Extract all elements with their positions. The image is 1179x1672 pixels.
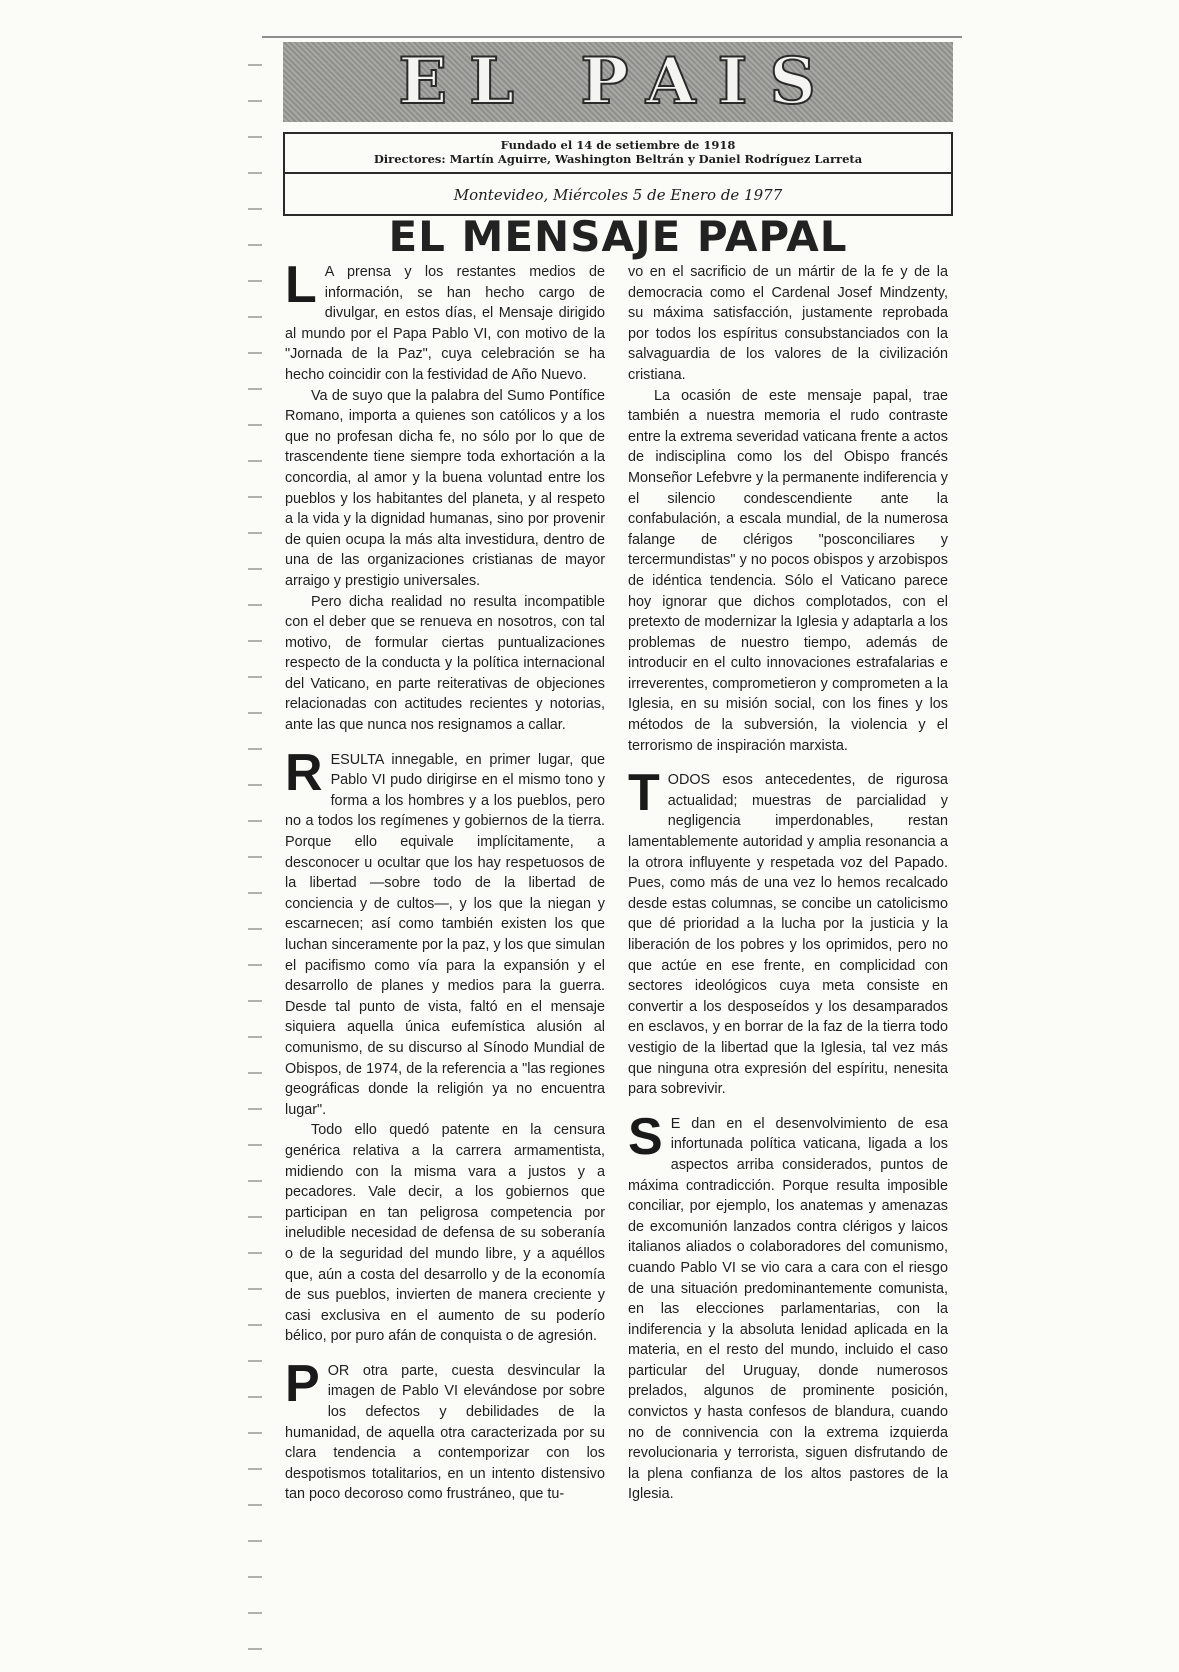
paragraph-text: OR otra parte, cuesta desvincular la imagen de Pablo VI elevándose por sobre los defectos y debilidades de la humanidad, de aquella otra caracterizada por su clara tendencia a contemporizar con los despotismos totalitarios, en un intento distensivo tan poco decoroso como frustráneo, que tu- [285, 1362, 605, 1503]
article-paragraph [628, 1107, 948, 1505]
drop-cap: R [285, 743, 323, 802]
paragraph-text: ESULTA innegable, en primer lugar, que Pablo VI pudo dirigirse en el mismo tono y forma a los hombres y a los pueblos, pero no a todos los regímenes y gobiernos de la tierra. Porque ello equivale implícitamente, a desconocer u ocultar que los hay respetuosos de la libertad —sobre todo de la libertad de conciencia y de cultos—, y los que la niegan y escarnecen; así como también existen los que luchan sinceramente por la paz, y los que simulan el pacifismo como vía para la expansión y el desarrollo de planes y medios para la guerra. Desde tal punto de vista, faltó en el mensaje siquiera aquella única eufemística alusión al comunismo, de su discurso al Sínodo Mundial de Obispos, de 1974, de la referencia a "las regiones geográficas donde la religión ya no encuentra lugar". [285, 751, 605, 1118]
article-section [285, 1354, 605, 1505]
paragraph-text: Todo ello quedó patente en la censura genérica relativa a la carrera armamentista, midiendo con la misma vara a justos y a pecadores. Vale decir, a los gobiernos que participan en tan peligrosa competencia por ineludible necesidad de defensa de su soberanía o de la seguridad del mundo libre, y a aquéllos que, aún a costa del desarrollo y de la economía de sus pueblos, invierten de manera creciente y casi exclusiva en el aumento de su poderío bélico, por puro afán de conquista o de agresión. [285, 1122, 605, 1345]
article-section [628, 1107, 948, 1505]
drop-cap: P [285, 1354, 320, 1413]
paragraph-text: Pero dicha realidad no resulta incompatible con el deber que se renueva en nosotros, con tal motivo, de formular ciertas puntualizaciones respecto de la conducta y la política internacional del Vaticano, en parte reiterativas de objeciones relacionadas con actitudes recientes y notorias, ante las que nunca nos resignamos a callar. [285, 593, 605, 734]
drop-cap: L [285, 256, 317, 314]
top-rule [262, 36, 962, 38]
article-paragraph [628, 386, 948, 757]
article-paragraph [628, 262, 948, 386]
founded-line: Fundado el 14 de setiembre de 1918 [500, 138, 736, 152]
article-paragraph [285, 386, 605, 592]
paragraph-text: vo en el sacrificio de un mártir de la fe y de la democracia como el Cardenal Josef Mindzenty, su máxima satisfacción, justamente reprobada por todos los espíritus consubstanciados con la salvaguardia de los valores de la civilización cristiana. [628, 264, 948, 383]
article-paragraph [285, 256, 605, 386]
left-column [285, 256, 605, 1505]
paragraph-text: E dan en el desenvolvimiento de esa infortunada política vaticana, ligada a los aspectos arriba considerados, puntos de máxima contradicción. Porque resulta imposible conciliar, por ejemplo, los anatemas y amenazas de excomunión lanzados contra clérigos y laicos italianos aliados o colaboradores del comunismo, cuando Pablo VI se vio cara a cara con el riesgo de una situación predominantemente comunista, en las elecciones parlamentarias, con la indiferencia y la absoluta lenidad aplicada en la materia, en el resto del mundo, incluido el caso particular del Uruguay, donde numerosos prelados, algunos de prominente posición, convictos y hasta confesos de blandura, cuando no de connivencia con la extrema izquierda revolucionaria y terrorista, siguen disfrutando de la plena confianza de los altos pastores de la Iglesia. [628, 1115, 948, 1503]
article-paragraph [285, 743, 605, 1121]
article-headline: EL MENSAJE PAPAL [388, 211, 848, 261]
right-column [628, 262, 948, 1505]
article-section [285, 743, 605, 1347]
scan-margin-marks [248, 30, 262, 1650]
article-paragraph [285, 592, 605, 736]
masthead-info-box [283, 132, 953, 216]
article-section [628, 764, 948, 1100]
article-paragraph [285, 1354, 605, 1505]
masthead-title: EL PAIS [398, 44, 838, 119]
paragraph-text: A prensa y los restantes medios de información, se han hecho cargo de divulgar, en estos días, el Mensaje dirigido al mundo por el Papa Pablo VI, con motivo de la "Jornada de la Paz", cuya celebración se ha hecho coincidir con la festividad de Año Nuevo. [285, 264, 605, 383]
drop-cap: S [628, 1107, 663, 1166]
paragraph-text: ODOS esos antecedentes, de rigurosa actualidad; muestras de parcialidad y negligencia imperdonables, restan lamentablemente autoridad y amplia resonancia a la otrora influyente y respetada voz del Papado. Pues, como más de una vez lo hemos recalcado desde estas columnas, se concibe un catolicismo que dé prioridad a la lucha por la justicia y la liberación de los pobres y los oprimidos, pero no que actúe en ese frente, en complicidad con sectores ideológicos cuya meta consiste en convertir a los desposeídos y los desamparados en esclavos, y en borrar de la faz de la tierra todo vestigio de la libertad que la Iglesia, tal vez más que ninguna otra expresión del espíritu, nenesita para sobrevivir. [628, 772, 948, 1098]
masthead-banner [283, 42, 953, 122]
drop-cap: T [628, 764, 660, 823]
date-line: Montevideo, Miércoles 5 de Enero de 1977 [285, 172, 951, 216]
paragraph-text: La ocasión de este mensaje papal, trae también a nuestra memoria el rudo contraste entre la extrema severidad vaticana frente a actos de indisciplina como los del Obispo francés Monseñor Lefebvre y la permanente indiferencia y el silencio condescendiente ante la confabulación, a escala mundial, de la numerosa falange de clérigos "posconciliares y tercermundistas" y no pocos obispos y arzobispos de idéntica tendencia. Sólo el Vaticano parece hoy ignorar que dichos complotados, con el pretexto de modernizar la Iglesia y adaptarla a los problemas de nuestro tiempo, además de introducir en el culto innovaciones estrafalarias e irreverentes, comprometieron y comprometen a la Iglesia, en su misión social, con los fines y los métodos de la subversión, la violencia y el terrorismo de inspiración marxista. [628, 387, 948, 754]
directors-line: Directores: Martín Aguirre, Washington Beltrán y Daniel Rodríguez Larreta [373, 152, 863, 166]
article-paragraph [628, 764, 948, 1100]
article-paragraph [285, 1120, 605, 1347]
article-section [285, 256, 605, 736]
article-section [628, 262, 948, 756]
paragraph-text: Va de suyo que la palabra del Sumo Pontífice Romano, importa a quienes son católicos y a los que no profesan dicha fe, no sólo por lo que de trascendente tiene siempre toda exhortación a la concordia, al amor y la buena voluntad entre los pueblos y los habitantes del planeta, y al respeto a la vida y la dignidad humanas, sino por provenir de quien ocupa la más alta investidura, dentro de una de las organizaciones cristianas de mayor arraigo y prestigio universales. [285, 387, 605, 589]
